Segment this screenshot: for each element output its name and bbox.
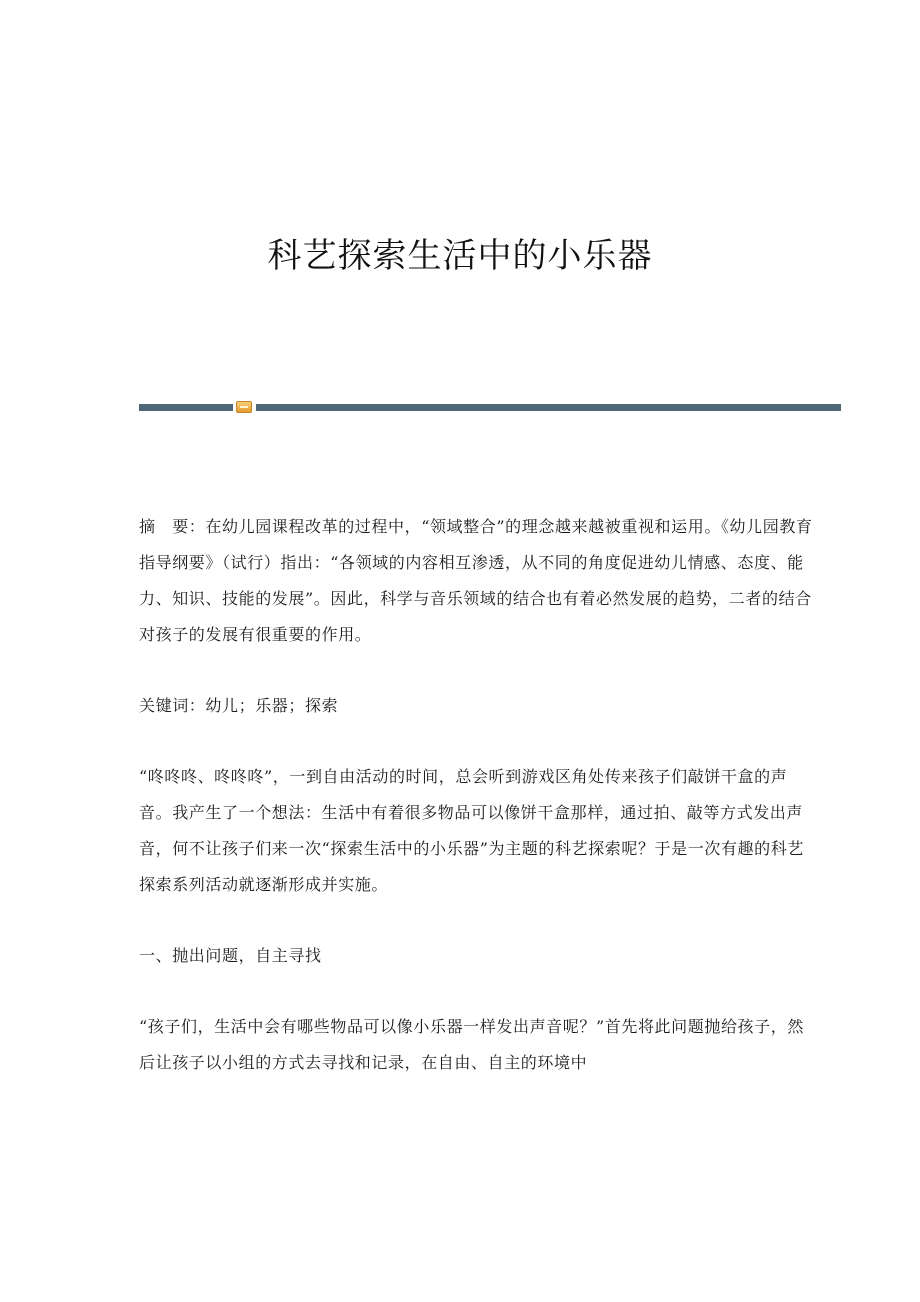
intro-paragraph: “咚咚咚、咚咚咚”，一到自由活动的时间，总会听到游戏区角处传来孩子们敲饼干盒的声音。我产生了一个想法：生活中有着很多物品可以像饼干盒那样，通过拍、敲等方式发出声音，何不让孩子们来一次“探索生活中的小乐器”为主题的科艺探索呢？于是一次有趣的科艺探索系列活动就逐渐形成并实施。	[139, 767, 804, 894]
divider-bar-left	[139, 404, 233, 411]
section-heading-1: 一、抛出问题，自主寻找	[139, 946, 322, 965]
divider-bar-right	[256, 404, 841, 411]
title-divider	[139, 401, 841, 413]
document-title: 科艺探索生活中的小乐器	[267, 236, 653, 276]
section-1-paragraph: “孩子们，生活中会有哪些物品可以像小乐器一样发出声音呢？”首先将此问题抛给孩子，然后让孩子以小组的方式去寻找和记录，在自由、自主的环境中	[139, 1017, 804, 1072]
keywords-paragraph: 关键词：幼儿；乐器；探索	[139, 696, 339, 715]
divider-ornament-icon	[236, 401, 252, 413]
document-body	[139, 509, 819, 1116]
abstract-paragraph: 摘 要：在幼儿园课程改革的过程中，“领域整合”的理念越来越被重视和运用。《幼儿园教育指导纲要》（试行）指出：“各领域的内容相互渗透，从不同的角度促进幼儿情感、态度、能力、知识、技能的发展”。因此，科学与音乐领域的结合也有着必然发展的趋势，二者的结合对孩子的发展有很重要的作用。	[139, 517, 813, 644]
